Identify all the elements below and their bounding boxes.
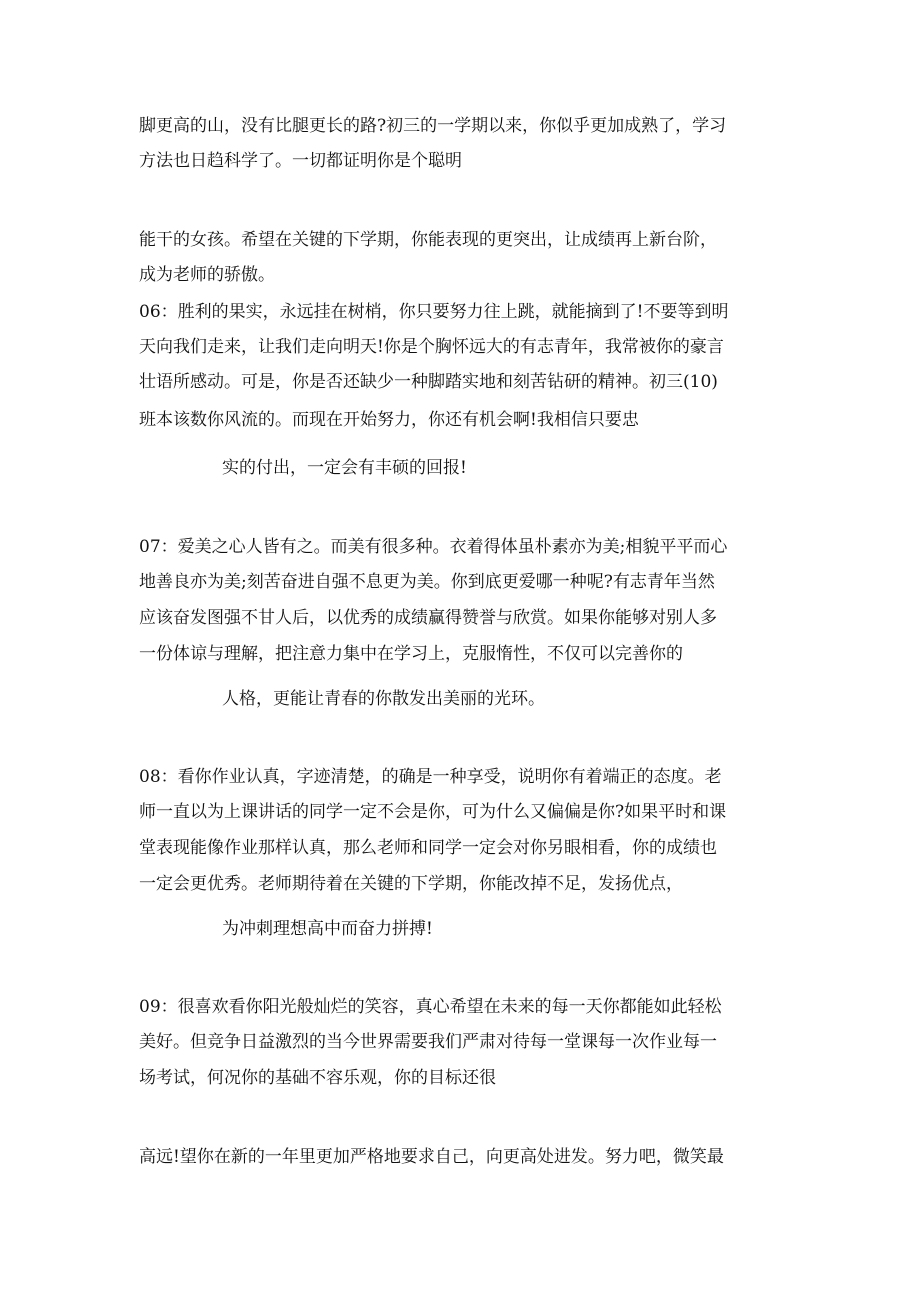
text-line: 一份体谅与理解，把注意力集中在学习上，克服惰性，不仅可以完善你的 — [139, 644, 683, 664]
text-line: 美好。但竞争日益激烈的当今世界需要我们严肃对待每一堂课每一次作业每一 — [139, 1032, 717, 1052]
text-line: 06：胜利的果实，永远挂在树梢，你只要努力往上跳，就能摘到了!不要等到明 — [139, 302, 729, 322]
text-line: 场考试，何况你的基础不容乐观，你的目标还很 — [139, 1068, 496, 1088]
text-line: 师一直以为上课讲话的同学一定不会是你，可为什么又偏偏是你?如果平时和课 — [139, 802, 727, 822]
text-line: 脚更高的山，没有比腿更长的路?初三的一学期以来，你似乎更加成熟了，学习 — [139, 116, 727, 136]
text-line: 地善良亦为美;刻苦奋进自强不息更为美。你到底更爱哪一种呢?有志青年当然 — [139, 572, 715, 592]
text-line: 成为老师的骄傲。 — [139, 265, 275, 285]
indented-text-line: 为冲刺理想高中而奋力拼搏! — [222, 919, 433, 939]
text-line: 方法也日趋科学了。一切都证明你是个聪明 — [139, 151, 462, 171]
text-line: 应该奋发图强不甘人后，以优秀的成绩赢得赞誉与欣赏。如果你能够对别人多 — [139, 608, 717, 628]
text-line: 高远!望你在新的一年里更加严格地要求自己，向更高处进发。努力吧，微笑最 — [139, 1147, 724, 1167]
indented-text-line: 人格，更能让青春的你散发出美丽的光环。 — [222, 689, 545, 709]
text-line: 壮语所感动。可是，你是否还缺少一种脚踏实地和刻苦钻研的精神。初三(10) — [139, 372, 718, 392]
text-line: 堂表现能像作业那样认真，那么老师和同学一定会对你另眼相看，你的成绩也 — [139, 838, 717, 858]
text-line: 09：很喜欢看你阳光般灿烂的笑容，真心希望在未来的每一天你都能如此轻松 — [139, 997, 722, 1017]
text-line: 07：爱美之心人皆有之。而美有很多种。衣着得体虽朴素亦为美;相貌平平而心 — [139, 537, 728, 557]
indented-text-line: 实的付出，一定会有丰硕的回报! — [222, 458, 467, 478]
text-line: 班本该数你风流的。而现在开始努力，你还有机会啊!我相信只要忠 — [139, 410, 639, 430]
text-line: 天向我们走来，让我们走向明天!你是个胸怀远大的有志青年，我常被你的豪言 — [139, 337, 724, 357]
text-line: 一定会更优秀。老师期待着在关键的下学期，你能改掉不足，发扬优点， — [139, 874, 683, 894]
text-line: 能干的女孩。希望在关键的下学期，你能表现的更突出，让成绩再上新台阶， — [139, 230, 717, 250]
text-line: 08：看你作业认真，字迹清楚，的确是一种享受，说明你有着端正的态度。老 — [139, 767, 722, 787]
